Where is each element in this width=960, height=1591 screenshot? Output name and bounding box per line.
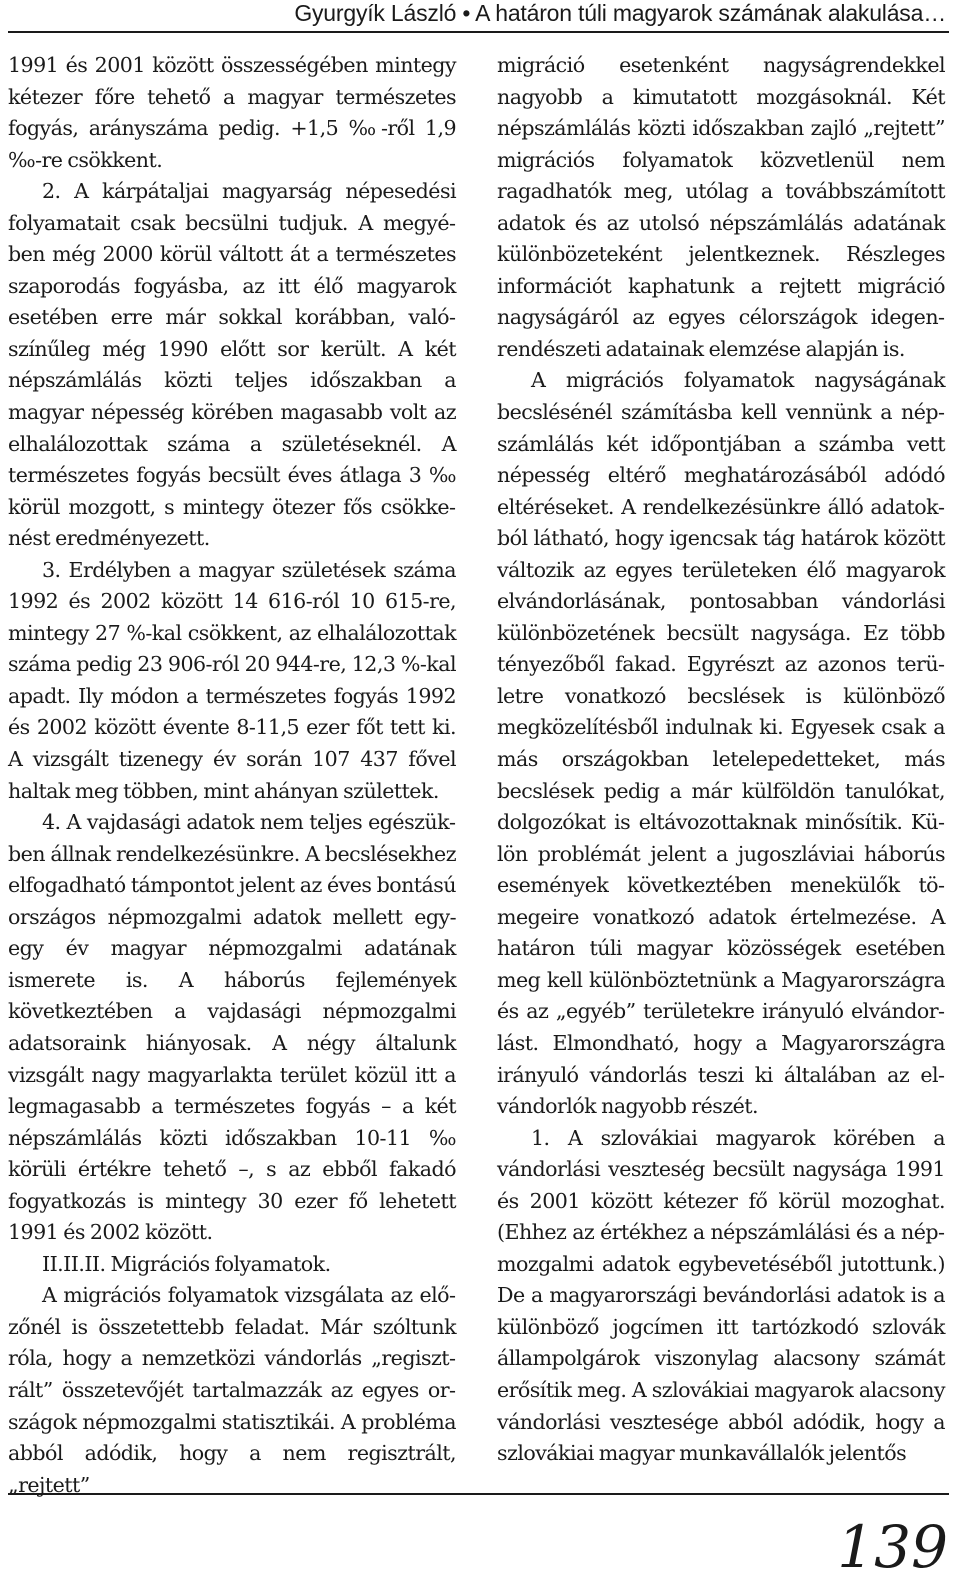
left-column xyxy=(8,50,456,1501)
paragraph: 1991 és 2001 között összességében mintegy kétezer főre tehető a magyar természetes fogyás, arányszáma pedig. +1,5 ‰-ről 1,9 ‰-re csökkent. xyxy=(8,53,456,172)
paragraph: migráció esetenként nagyságrendekkel nagyobb a kimutatott mozgásoknál. Két népszámlálás közti időszakban zajló „rejtett” migrációs folyamatok közvetlenül nem ragadhatók meg, utólag a továbbszámított adatok és az utolsó népszámlálás adatának különbözeteként jelentkeznek. Részleges információt kaphatunk a rejtett migráció nagyságáról az egyes célországok idegenrendészeti adatainak elemzése alapján is. xyxy=(497,53,945,361)
footer-rule xyxy=(8,1493,949,1495)
paragraph: 1. A szlovákiai magyarok körében a vándorlási veszteség becsült nagysága 1991 és 2001 között kétezer fő körül mozoghat. (Ehhez az értékhez a népszámlálási és a népmozgalmi adatok egybevetéséből jutottunk.) De a magyarországi bevándorlási adatok is a különböző jogcímen itt tartózkodó szlovák állampolgárok viszonylag alacsony számát erősítik meg. A szlovákiai magyarok alacsony vándorlási vesztesége abból adódik, hogy a szlovákiai magyar munkavállalók jelentős xyxy=(497,1125,945,1466)
paragraph: 2. A kárpátaljai magyarság népesedési folyamatait csak becsülni tudjuk. A megyében még 2000 körül váltott át a természetes szaporodás fogyásba, az itt élő magyarok esetében erre már sokkal korábban, valószínűleg még 1990 előtt sor került. A két népszámlálás közti teljes időszakban a magyar népesség körében magasabb volt az elhalálozottak száma a születéseknél. A természetes fogyás becsült éves átlaga 3 ‰ körül mozgott, s mintegy ötezer fős csökkenést eredményezett. xyxy=(8,179,456,551)
page-number: 139 xyxy=(837,1513,948,1581)
header-rule xyxy=(8,31,949,33)
paragraph: A migrációs folyamatok nagyságának becslésénél számításba kell vennünk a népszámlálás két időpontjában a számba vett népesség eltérő meghatározásából adódó eltéréseket. A rendelkezésünkre álló adatokból látható, hogy igencsak tág határok között változik az egyes területeken élő magyarok elvándorlásának, pontosabban vándorlási különbözetének becsült nagysága. Ez több tényezőből fakad. Egyrészt az azonos területre vonatkozó becslések is különböző megközelítésből indulnak ki. Egyesek csak a más országokban letelepedetteket, más becslések pedig a már külföldön tanulókat, dolgozókat is eltávozottaknak minősítik. Külön problémát jelent a jugoszláviai háborús események következtében menekülők tömegeire vonatkozó adatok értelmezése. A határon túli magyar közösségek esetében meg kell különböztetnünk a Magyarországra és az „egyéb” területekre irányuló elvándorlást. Elmondható, hogy a Magyarországra irányuló vándorlás teszi ki általában az elvándorlók nagyobb részét. xyxy=(497,368,945,1119)
section-heading: II.II.II. Migrációs folyamatok. xyxy=(42,1251,331,1276)
paragraph: 4. A vajdasági adatok nem teljes egészükben állnak rendelkezésünkre. A becslésekhez elfogadható támpontot jelent az éves bontású országos népmozgalmi adatok mellett egy-egy év magyar népmozgalmi adatának ismerete is. A háborús fejlemények következtében a vajdasági népmozgalmi adatsoraink hiányosak. A négy általunk vizsgált nagy magyarlakta terület közül itt a legmagasabb a természetes fogyás – a két népszámlálás közti időszakban 10-11 ‰ körüli értékre tehető –, s az ebből fakadó fogyatkozás is mintegy 30 ezer fő lehetett 1991 és 2002 között. xyxy=(8,810,456,1245)
paragraph: 3. Erdélyben a magyar születések száma 1992 és 2002 között 14 616-ról 10 615-re, mintegy 27 %-kal csökkent, az elhalálozottak száma pedig 23 906-ról 20 944-re, 12,3 %-kal apadt. Ily módon a természetes fogyás 1992 és 2002 között évente 8-11,5 ezer főt tett ki. A vizsgált tizenegy év során 107 437 fővel haltak meg többen, mint ahányan születtek. xyxy=(8,557,456,803)
paragraph: A migrációs folyamatok vizsgálata az előzőnél is összetettebb feladat. Már szóltunk róla, hogy a nemzetközi vándorlás „regisztrált” összetevőjét tartalmazzák az egyes országok népmozgalmi statisztikái. A probléma abból adódik, hogy a nem regisztrált, „rejtett” xyxy=(8,1283,456,1497)
running-header: Gyurgyík László • A határon túli magyarok számának alakulása… xyxy=(294,0,946,26)
right-column xyxy=(497,50,945,1470)
